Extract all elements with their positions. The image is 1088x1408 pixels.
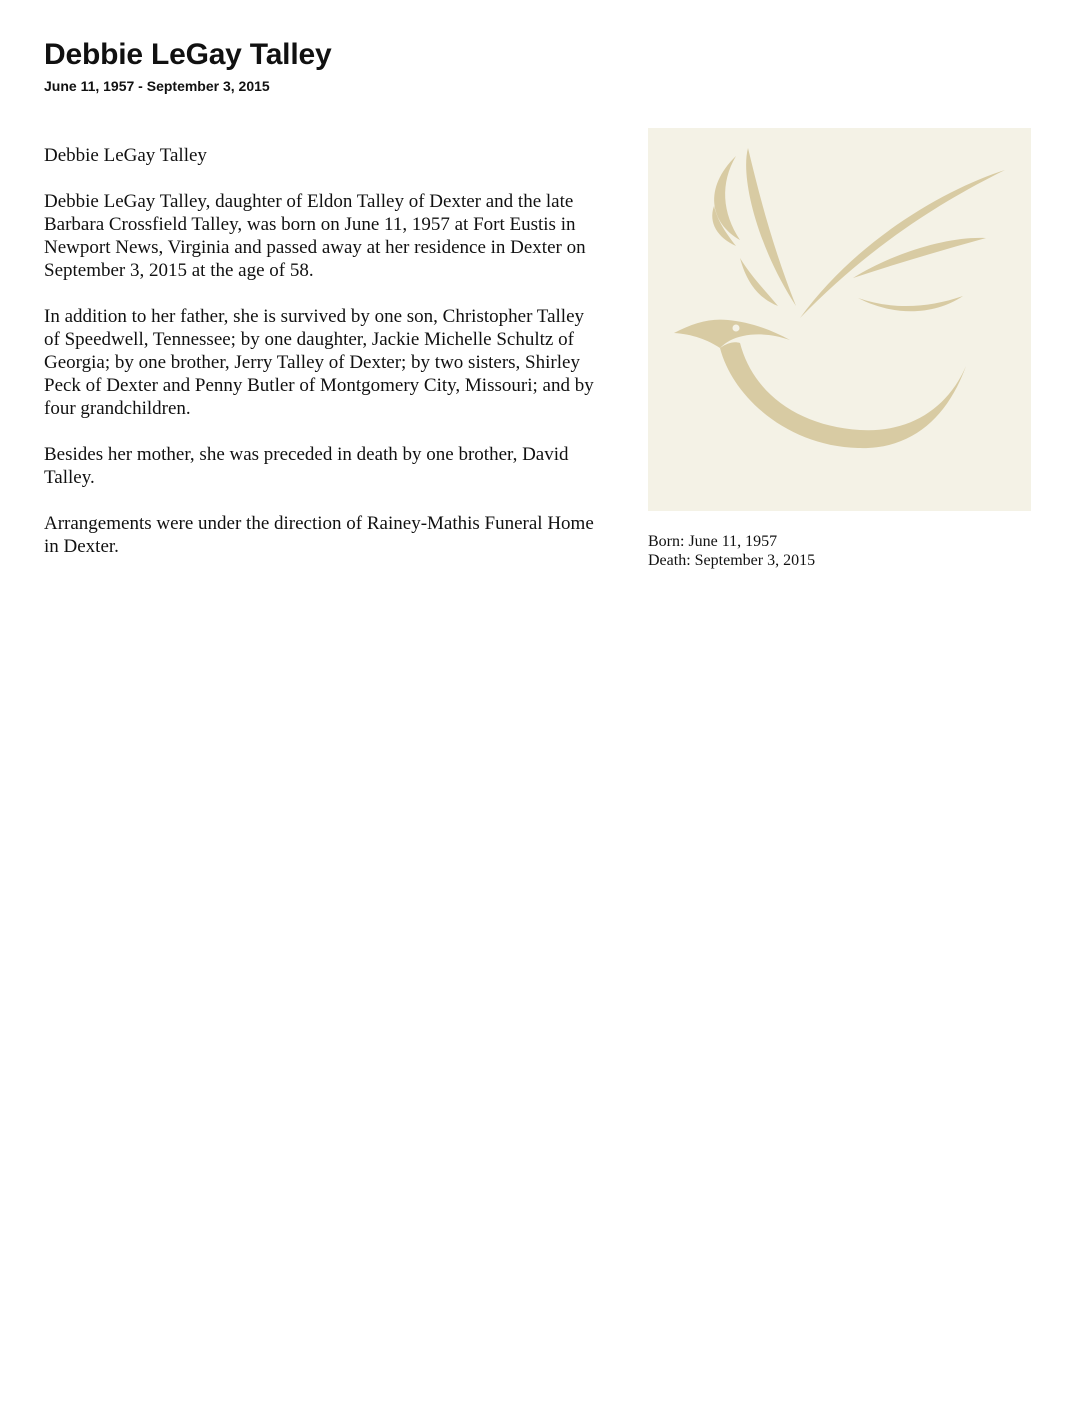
memorial-photo — [648, 128, 1031, 511]
page-title: Debbie LeGay Talley — [44, 38, 332, 71]
obituary-header — [44, 36, 331, 96]
obituary-paragraph-preceded: Besides her mother, she was preceded in death by one brother, David Talley. — [44, 444, 569, 488]
life-dates: June 11, 1957 - September 3, 2015 — [44, 78, 270, 94]
obituary-paragraph-survivors: In addition to her father, she is survived by one son, Christopher Talley of Speedwell, Tennessee; by one daughter, Jackie Michelle Schultz of Georgia; by one brother, Jerry Talley of Dexter; by two sisters, Shirley Peck of Dexter and Penny Butler of Montgomery City, Missouri; and by four grandchildren. — [44, 306, 594, 419]
obituary-body — [44, 144, 604, 581]
dove-icon — [648, 128, 1031, 511]
obituary-name-line: Debbie LeGay Talley — [44, 145, 207, 166]
born-date: Born: June 11, 1957 — [648, 533, 778, 550]
death-date: Death: September 3, 2015 — [648, 552, 816, 569]
obituary-paragraph-birth: Debbie LeGay Talley, daughter of Eldon Talley of Dexter and the late Barbara Crossfield Talley, was born on June 11, 1957 at Fort Eustis in Newport News, Virginia and passed away at her residence in Dexter on September 3, 2015 at the age of 58. — [44, 191, 586, 281]
obituary-paragraph-arrangements: Arrangements were under the direction of Rainey-Mathis Funeral Home in Dexter. — [44, 513, 594, 557]
life-summary — [648, 532, 815, 570]
